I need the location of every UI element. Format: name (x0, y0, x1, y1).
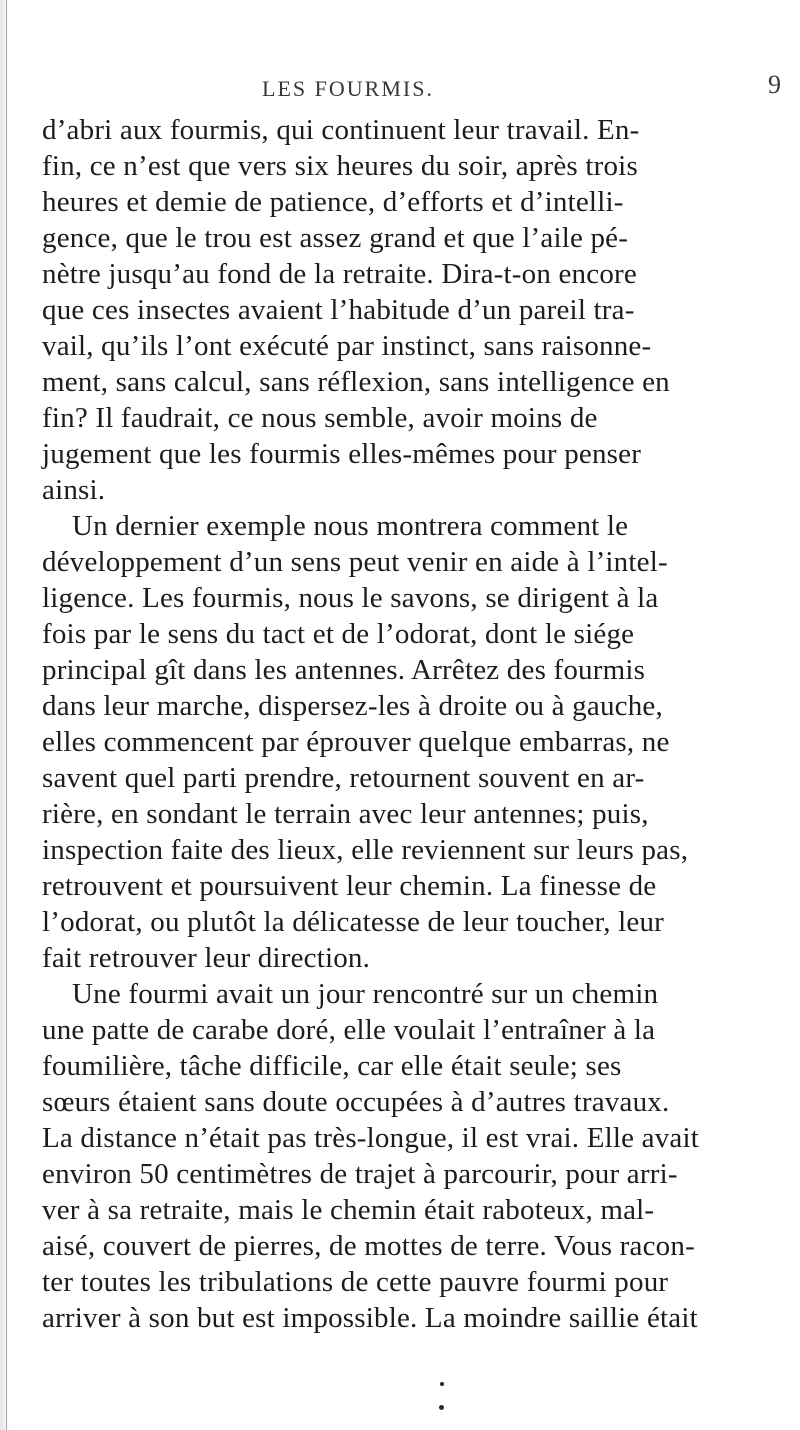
text-line: heures et demie de patience, d’efforts et d’intelli- (42, 186, 624, 218)
text-line: Une fourmi avait un jour rencontré sur un chemin (72, 978, 659, 1010)
text-line: gence, que le trou est assez grand et que l’aile pé- (42, 222, 629, 254)
running-head (0, 70, 800, 116)
text-line: ainsi. (42, 474, 106, 506)
running-title: LES FOURMIS. (262, 76, 434, 101)
text-line: sœurs étaient sans doute occupées à d’autres travaux. (42, 1086, 670, 1118)
text-line: inspection faite des lieux, elle reviennent sur leurs pas, (42, 834, 689, 866)
text-line: ligence. Les fourmis, nous le savons, se dirigent à la (42, 582, 659, 614)
text-line: dans leur marche, dispersez-les à droite ou à gauche, (42, 690, 663, 722)
ink-speck (440, 1382, 444, 1386)
page-number: 9 (768, 70, 781, 99)
text-line: Un dernier exemple nous montrera comment le (72, 510, 629, 542)
text-line: environ 50 centimètres de trajet à parcourir, pour arri- (42, 1158, 678, 1190)
text-line: rière, en sondant le terrain avec leur antennes; puis, (42, 798, 649, 830)
text-line: développement d’un sens peut venir en aide à l’intel- (42, 546, 668, 578)
text-line: une patte de carabe doré, elle voulait l’entraîner à la (42, 1014, 656, 1046)
text-line: jugement que les fourmis elles-mêmes pour penser (42, 438, 642, 470)
text-line: d’abri aux fourmis, qui continuent leur travail. En- (42, 114, 640, 146)
text-line: fois par le sens du tact et de l’odorat, dont le siége (42, 618, 635, 650)
text-line: ter toutes les tribulations de cette pauvre fourmi pour (42, 1266, 669, 1298)
text-line: principal gît dans les antennes. Arrêtez des fourmis (42, 654, 646, 686)
text-line: aisé, couvert de pierres, de mottes de terre. Vous racon- (42, 1230, 695, 1262)
text-line: vail, qu’ils l’ont exécuté par instinct, sans raisonne- (42, 330, 652, 362)
page-edge-line (6, 0, 7, 1430)
text-line: La distance n’était pas très-longue, il est vrai. Elle avait (42, 1122, 700, 1154)
text-line: fin, ce n’est que vers six heures du soir, après trois (42, 150, 638, 182)
text-line: nètre jusqu’au fond de la retraite. Dira-t-on encore (42, 258, 637, 290)
text-line: arriver à son but est impossible. La moindre saillie était (42, 1302, 698, 1334)
page-binding-edge (0, 0, 10, 1430)
text-line: l’odorat, ou plutôt la délicatesse de leur toucher, leur (42, 906, 665, 938)
text-line: savent quel parti prendre, retournent souvent en ar- (42, 762, 645, 794)
text-line: fin? Il faudrait, ce nous semble, avoir moins de (42, 402, 598, 434)
text-line: ver à sa retraite, mais le chemin était raboteux, mal- (42, 1194, 655, 1226)
text-line: que ces insectes avaient l’habitude d’un pareil tra- (42, 294, 635, 326)
text-line: fait retrouver leur direction. (42, 942, 371, 974)
text-line: retrouvent et poursuivent leur chemin. La finesse de (42, 870, 657, 902)
text-line: foumilière, tâche difficile, car elle était seule; ses (42, 1050, 622, 1082)
ink-speck (439, 1405, 444, 1410)
text-line: ment, sans calcul, sans réflexion, sans intelligence en (42, 366, 670, 398)
text-line: elles commencent par éprouver quelque embarras, ne (42, 726, 670, 758)
